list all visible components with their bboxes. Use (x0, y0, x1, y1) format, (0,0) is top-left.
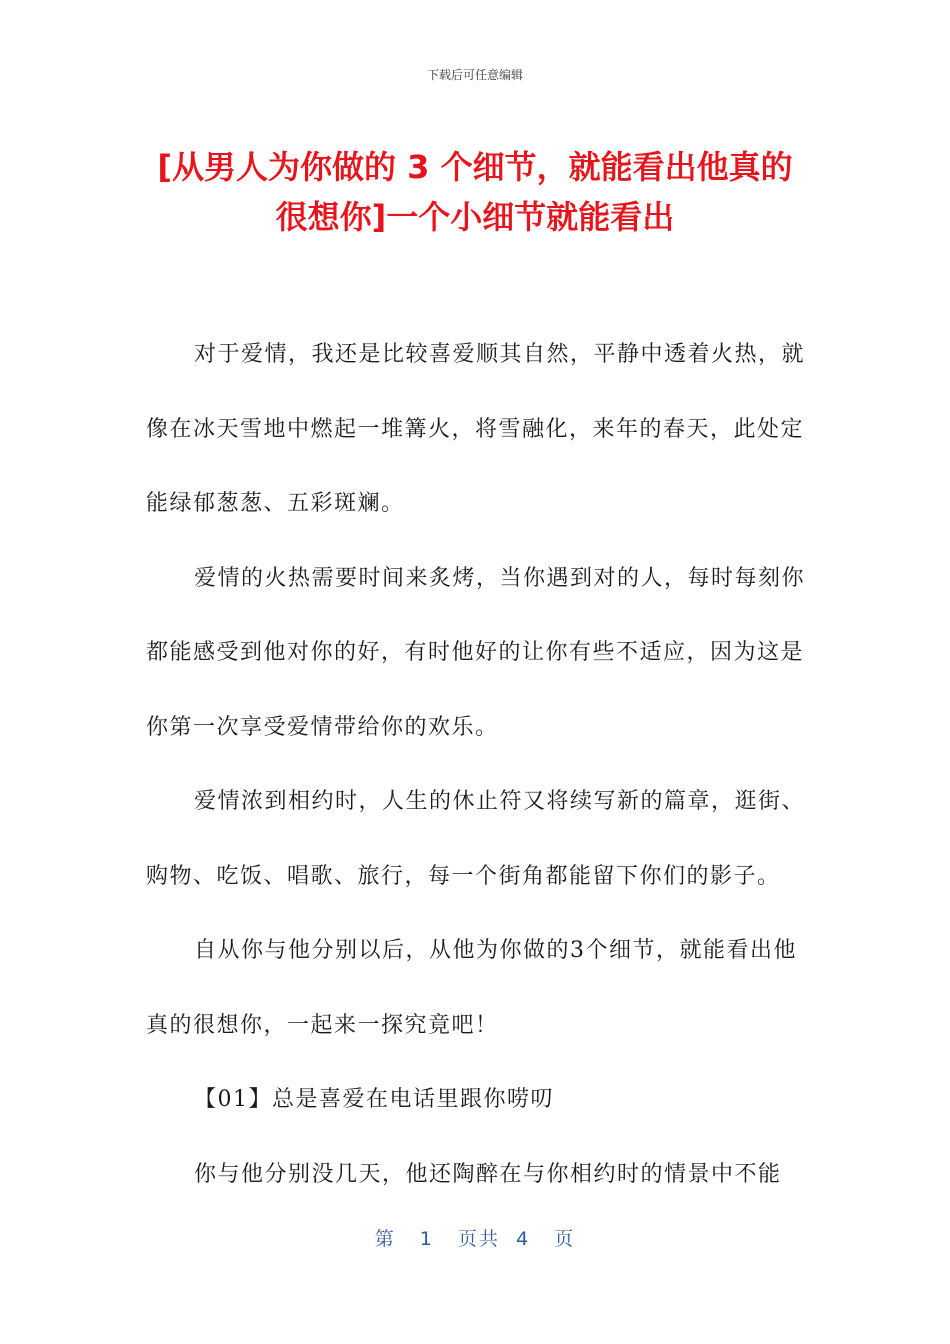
paragraph: 对于爱情，我还是比较喜爱顺其自然，平静中透着火热，就像在冰天雪地中燃起一堆篝火，将雪融化，来年的春天，此处定能绿郁葱葱、五彩斑斓。 (146, 342, 806, 516)
title-line-2: 很想你]一个小细节就能看出 (275, 198, 675, 236)
section-heading: 【01】总是喜爱在电话里跟你唠叨 (194, 1087, 554, 1112)
page-number-footer: 第 1 页共 4 页 (374, 1228, 576, 1250)
paragraph: 爱情的火热需要时间来炙烤，当你遇到对的人，每时每刻你都能感受到他对你的好，有时他好的让你有些不适应，因为这是你第一次享受爱情带给你的欢乐。 (146, 565, 806, 740)
header-note: 下载后可任意编辑 (426, 68, 523, 82)
paragraph: 你与他分别没几天，他还陶醉在与你相约时的情景中不能 (194, 1161, 782, 1187)
title-line-1: [从男人为你做的 3 个细节，就能看出他真的 (157, 148, 793, 186)
paragraph: 爱情浓到相约时，人生的休止符又将续写新的篇章，逛街、购物、吃饭、唱歌、旅行，每一个街角都能留下你们的影子。 (146, 789, 806, 889)
paragraph: 自从你与他分别以后，从他为你做的3个细节，就能看出他真的很想你，一起来一探究竟吧！ (146, 938, 797, 1038)
document-title (120, 142, 830, 242)
document-body (146, 318, 810, 1212)
